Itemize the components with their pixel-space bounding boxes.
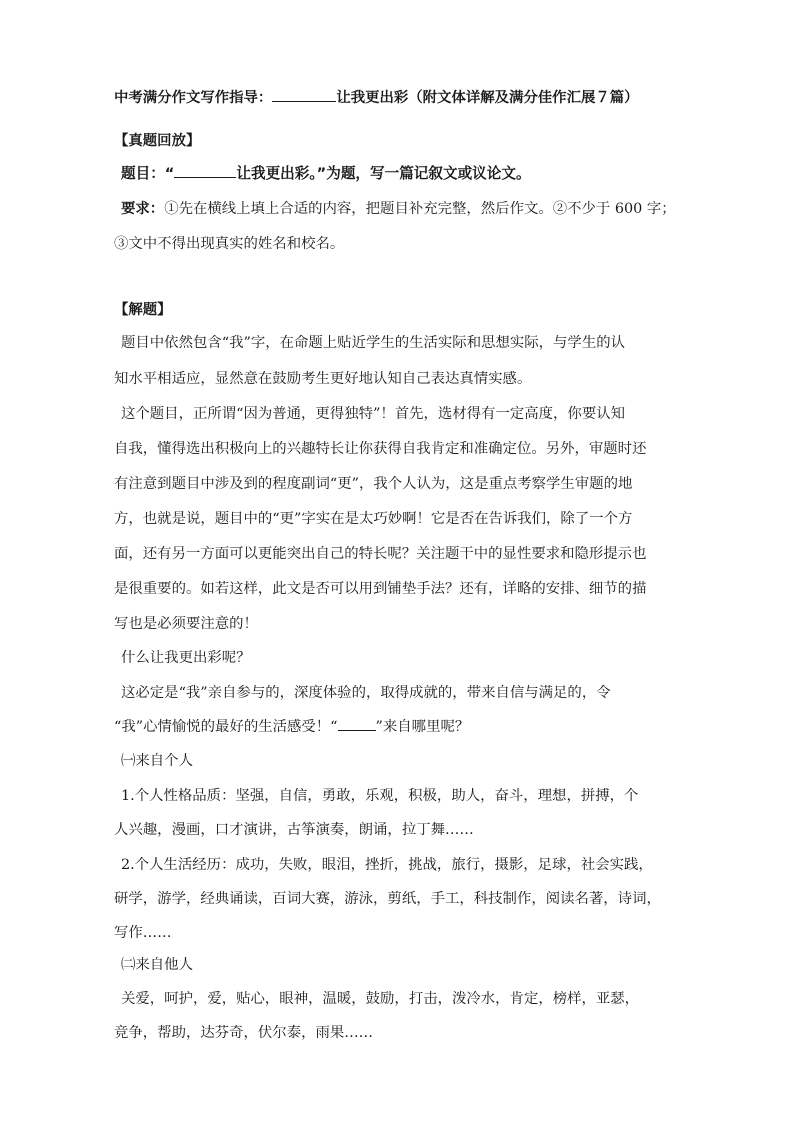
item2-line1: 2.个人生活经历：成功，失败，眼泪，挫折，挑战，旅行，摄影，足球，社会实践， — [121, 857, 653, 873]
item1-line2: 人兴趣，漫画，口才演讲，古筝演奏，朗诵，拉丁舞…… — [114, 822, 474, 838]
requirement-line-1 — [121, 199, 676, 219]
requirement-text: ①先在横线上填上合适的内容，把题目补充完整，然后作文。②不少于 600 字； — [164, 201, 676, 217]
prompt-blank — [174, 177, 236, 178]
others-line2: 竞争，帮助，达芬奇，伏尔泰，雨果…… — [114, 1025, 374, 1041]
para1-line1: 题目中依然包含“我”字，在命题上贴近学生的生活实际和思想实际，与学生的认 — [121, 335, 625, 351]
prompt-line — [121, 164, 531, 184]
para3-line2-suffix: ”来自哪里呢？ — [375, 719, 470, 735]
section-heading-exam: 【真题回放】 — [114, 133, 201, 149]
prompt-rest: 让我更出彩。”为题，写一篇记叙文或议论文。 — [236, 165, 531, 182]
requirement-line-2: ③文中不得出现真实的姓名和校名。 — [114, 236, 345, 252]
item1-line1: 1.个人性格品质：坚强，自信，勇敢，乐观，积极，助人，奋斗，理想，拼搏，个 — [121, 788, 639, 804]
para2-line5: 面，还有另一方面可以更能突出自己的特长呢？关注题干中的显性要求和隐形提示也 — [114, 546, 647, 562]
para3-line1: 这必定是“我”亲自参与的，深度体验的，取得成就的，带来自信与满足的，令 — [121, 685, 611, 701]
section-heading-analysis: 【解题】 — [114, 302, 172, 318]
para2-line7: 写也是必须要注意的！ — [114, 616, 258, 632]
requirement-label: 要求： — [121, 201, 165, 217]
para3-line2 — [114, 717, 469, 737]
subheading-personal: ㈠来自个人 — [121, 753, 193, 769]
title-blank — [272, 101, 336, 102]
para2-line1: 这个题目，正所谓“因为普通，更得独特”！首先，选材得有一定高度，你要认知 — [121, 406, 625, 422]
title-prefix: 中考满分作文写作指导： — [114, 90, 273, 106]
subheading-others: ㈡来自他人 — [121, 957, 193, 973]
item2-line2: 研学，游学，经典诵读，百词大赛，游泳，剪纸，手工，科技制作，阅读名著，诗词， — [114, 891, 661, 907]
question-line: 什么让我更出彩呢？ — [121, 650, 251, 666]
document-title — [114, 88, 639, 108]
para2-line2: 自我，懂得选出积极向上的兴趣特长让你获得自我肯定和准确定位。另外，审题时还 — [114, 441, 647, 457]
para2-line4: 方，也就是说，题目中的“更”字实在是太巧妙啊！它是否在告诉我们，除了一个方 — [114, 511, 633, 527]
title-suffix: 让我更出彩（附文体详解及满分佳作汇展７篇） — [336, 90, 639, 106]
item2-line3: 写作…… — [114, 925, 172, 941]
para2-line6: 是很重要的。如若这样，此文是否可以用到铺垫手法？还有，详略的安排、细节的描 — [114, 581, 647, 597]
para3-line2-prefix: “我”心情愉悦的最好的生活感受！“ — [114, 719, 338, 735]
para1-line2: 知水平相适应，显然意在鼓励考生更好地认知自己表达真情实感。 — [114, 371, 532, 387]
para3-blank — [338, 730, 376, 731]
para2-line3: 有注意到题目中涉及到的程度副词“更”，我个人认为，这是重点考察学生审题的地 — [114, 476, 633, 492]
prompt-label: 题目：“ — [121, 165, 175, 182]
others-line1: 关爱，呵护，爱，贴心，眼神，温暖，鼓励，打击，泼冷水，肯定，榜样，亚瑟， — [121, 991, 640, 1007]
